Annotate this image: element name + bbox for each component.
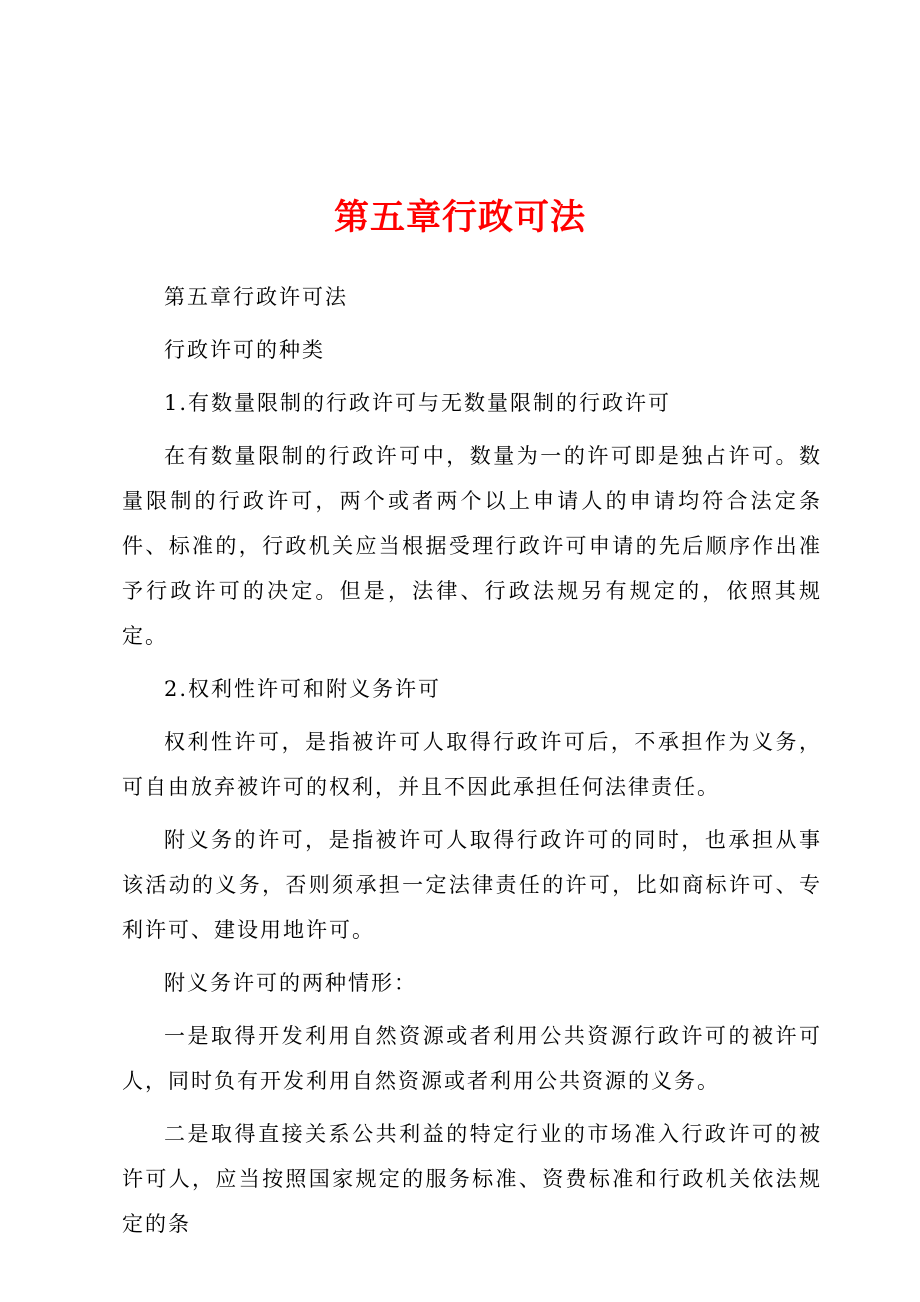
- paragraph-section-heading: 行政许可的种类: [164, 338, 325, 362]
- document-body: [122, 275, 822, 1255]
- paragraph-item-2-heading: 2.权利性许可和附义务许可: [164, 677, 442, 701]
- paragraph-chapter-heading: 第五章行政许可法: [164, 285, 348, 309]
- paragraph-situation-one: 一是取得开发利用自然资源或者利用公共资源行政许可的被许可人，同时负有开发利用自然资源或者利用公共资源的义务。: [122, 1024, 822, 1093]
- paragraph-item-1-body: 在有数量限制的行政许可中，数量为一的许可即是独占许可。数量限制的行政许可，两个或者两个以上申请人的申请均符合法定条件、标准的，行政机关应当根据受理行政许可申请的先后顺序作出准予行政许可的决定。但是，法律、行政法规另有规定的，依照其规定。: [122, 444, 822, 648]
- paragraph-obligation-permit: 附义务的许可，是指被许可人取得行政许可的同时，也承担从事该活动的义务，否则须承担一定法律责任的许可，比如商标许可、专利许可、建设用地许可。: [122, 828, 822, 942]
- paragraph-item-1-heading: 1.有数量限制的行政许可与无数量限制的行政许可: [164, 391, 672, 415]
- paragraph-situation-two: 二是取得直接关系公共利益的特定行业的市场准入行政许可的被许可人，应当按照国家规定的服务标准、资费标准和行政机关依法规定的条: [122, 1122, 822, 1236]
- paragraph-two-situations: 附义务许可的两种情形：: [164, 971, 417, 995]
- paragraph-rights-permit: 权利性许可，是指被许可人取得行政许可后，不承担作为义务，可自由放弃被许可的权利，并且不因此承担任何法律责任。: [122, 730, 822, 799]
- document-title: 第五章行政可法: [333, 197, 586, 238]
